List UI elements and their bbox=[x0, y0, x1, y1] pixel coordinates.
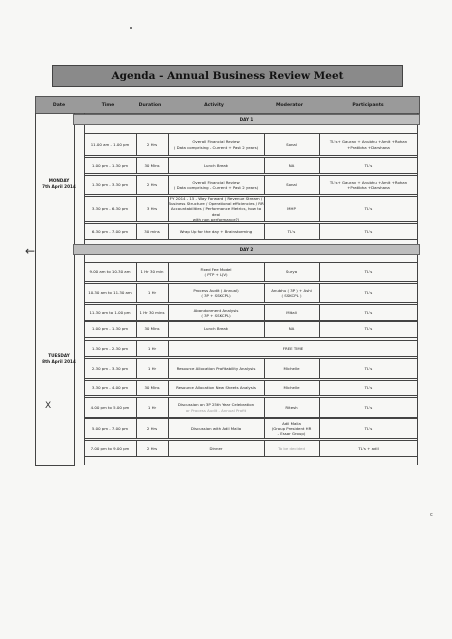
cell-activity bbox=[168, 134, 264, 155]
cell-activity bbox=[168, 158, 264, 173]
cell-time: 6.30 pm - 7.00 pm bbox=[91, 228, 129, 234]
column-divider bbox=[319, 321, 320, 337]
column-divider bbox=[136, 381, 137, 395]
activity-text: Fixed Fee Model ( PTP + LJV) bbox=[200, 266, 232, 277]
cell-duration: 30 mins bbox=[144, 228, 160, 234]
column-divider bbox=[264, 441, 265, 456]
cell-moderator: Michelle bbox=[283, 365, 300, 371]
table-row bbox=[84, 440, 418, 457]
column-divider bbox=[168, 263, 169, 281]
cell-participants: TL's bbox=[364, 290, 373, 296]
column-divider bbox=[136, 441, 137, 456]
column-divider bbox=[136, 305, 137, 321]
cell-activity bbox=[168, 284, 264, 302]
column-divider bbox=[168, 134, 169, 155]
activity-text: Discussion on 3P 25th Year Celebration bbox=[177, 402, 255, 408]
column-divider bbox=[168, 305, 169, 321]
column-divider bbox=[264, 134, 265, 155]
cell-activity bbox=[168, 305, 264, 321]
cell-moderator: MHP bbox=[287, 206, 296, 212]
cell-time: 11.00 am - 1.00 pm bbox=[90, 141, 130, 147]
cell-time: 1.00 pm - 1.30 pm bbox=[91, 162, 129, 168]
cell-moderator: NA bbox=[288, 162, 295, 168]
cell-time: 1.30 pm - 3.30 pm bbox=[91, 182, 129, 188]
cell-participants: TL's+ Gaurav + Anubhu +Amit +Rohan +Pratibha +Darshana bbox=[329, 139, 408, 150]
table-row bbox=[84, 283, 418, 303]
activity-text: Abandonment Analysis ( 3P + SSKCPL) bbox=[193, 307, 239, 318]
cell-moderator: Surya bbox=[285, 269, 298, 275]
cell-participants: TL's bbox=[364, 162, 373, 168]
cell-participants: TL's+ Gaurav + Anubhu +Amit +Rohan +Pratibha +Darshana bbox=[329, 179, 408, 190]
column-divider bbox=[168, 284, 169, 302]
column-divider bbox=[168, 441, 169, 456]
cell-duration: 3 Hrs bbox=[146, 206, 158, 212]
date-column bbox=[35, 113, 75, 466]
column-divider bbox=[319, 305, 320, 321]
column-divider bbox=[319, 359, 320, 378]
column-divider bbox=[168, 158, 169, 173]
day2-date: TUESDAY 8th April 2014 bbox=[42, 353, 76, 364]
column-divider bbox=[168, 197, 169, 221]
column-divider bbox=[319, 224, 320, 239]
column-divider bbox=[168, 224, 169, 239]
cell-activity bbox=[168, 398, 264, 417]
cell-time: 1.30 pm - 2.30 pm bbox=[91, 345, 129, 351]
column-divider bbox=[136, 398, 137, 417]
column-divider bbox=[136, 359, 137, 378]
cell-activity bbox=[168, 381, 264, 395]
column-divider bbox=[136, 419, 137, 438]
cell-duration: 30 Mins bbox=[144, 162, 160, 168]
header-moderator: Moderator bbox=[275, 102, 304, 108]
cell-participants: TL's bbox=[364, 269, 373, 275]
cell-participants: TL's + adil bbox=[358, 445, 379, 451]
table-header bbox=[35, 96, 420, 114]
column-divider bbox=[264, 176, 265, 194]
cell-duration: 1 Hr 30 mins bbox=[139, 310, 165, 316]
cell-time: 10.30 am to 11.30 am bbox=[88, 290, 132, 296]
column-divider bbox=[264, 263, 265, 281]
column-divider bbox=[136, 321, 137, 337]
cell-moderator: Sonal bbox=[286, 141, 297, 147]
column-divider bbox=[319, 381, 320, 395]
column-divider bbox=[264, 158, 265, 173]
column-divider bbox=[136, 158, 137, 173]
cell-moderator: TL's bbox=[287, 228, 296, 234]
cell-time: 9.00 am to 10.30 am bbox=[89, 269, 131, 275]
column-divider bbox=[136, 341, 137, 356]
column-divider bbox=[319, 134, 320, 155]
column-divider bbox=[136, 176, 137, 194]
table-row bbox=[84, 358, 418, 379]
column-divider bbox=[168, 381, 169, 395]
cell-duration: 1 Hr bbox=[147, 404, 157, 410]
table-row bbox=[84, 418, 418, 439]
column-divider bbox=[168, 176, 169, 194]
column-divider bbox=[319, 197, 320, 221]
column-divider bbox=[168, 419, 169, 438]
cell-activity bbox=[168, 197, 264, 221]
cell-moderator: Mitali bbox=[286, 310, 297, 316]
cell-participants: TL's bbox=[364, 404, 373, 410]
activity-text: FY 2014 - 15 - Way Forward ( Revenue Stream / Business Structure / Operational efficiencies / RR Accountabilities / Performance Metrics, how to deal with non performance?) bbox=[168, 195, 264, 222]
column-divider bbox=[136, 263, 137, 281]
activity-text: Lunch Break bbox=[203, 326, 229, 332]
cell-free-time: FREE TIME bbox=[282, 345, 304, 351]
cell-time: 2.30 pm - 3.30 pm bbox=[91, 365, 129, 371]
cell-time: 4.00 pm to 5.00 pm bbox=[90, 404, 130, 410]
scan-speck bbox=[130, 27, 132, 29]
cell-duration: 1 Hr bbox=[147, 365, 157, 371]
column-divider bbox=[264, 359, 265, 378]
cell-activity bbox=[168, 321, 264, 337]
column-divider bbox=[264, 197, 265, 221]
column-divider bbox=[319, 398, 320, 417]
stray-mark: c bbox=[430, 512, 433, 518]
day2-bar: DAY 2 bbox=[73, 244, 420, 255]
cell-moderator: NA bbox=[288, 326, 295, 332]
cell-moderator: Ritesh bbox=[285, 404, 298, 410]
cell-activity bbox=[168, 176, 264, 194]
cell-participants: TL's bbox=[364, 310, 373, 316]
cell-duration: 1 Hr 30 min bbox=[140, 269, 164, 275]
column-divider bbox=[136, 197, 137, 221]
table-row bbox=[84, 340, 418, 357]
column-divider bbox=[168, 398, 169, 417]
column-divider bbox=[319, 176, 320, 194]
table-row bbox=[84, 397, 418, 418]
cell-duration: 2 Hrs bbox=[146, 141, 158, 147]
header-activity: Activity bbox=[204, 102, 224, 108]
header-duration: Duration bbox=[138, 102, 162, 108]
cell-participants: TL's bbox=[364, 206, 373, 212]
handwritten-x-mark: X bbox=[45, 401, 52, 411]
cell-duration: 2 Hrs bbox=[146, 425, 158, 431]
column-divider bbox=[264, 305, 265, 321]
table-row bbox=[84, 262, 418, 282]
activity-text: Wrap Up for the day + Brainstorming bbox=[179, 228, 253, 234]
cell-participants: TL's bbox=[364, 326, 373, 332]
cell-participants: TL's bbox=[364, 228, 373, 234]
cell-moderator: Anubhu ( 3P ) + Ashi ( SSKCPL ) bbox=[271, 287, 312, 298]
column-divider bbox=[319, 263, 320, 281]
column-divider bbox=[168, 321, 169, 337]
column-divider bbox=[319, 284, 320, 302]
activity-text: Process Audit ( Annual) ( 3P + SSKCPL) bbox=[193, 287, 239, 298]
cell-activity bbox=[168, 263, 264, 281]
table-row bbox=[84, 223, 418, 240]
table-row bbox=[84, 380, 418, 396]
column-divider bbox=[136, 284, 137, 302]
cell-activity bbox=[168, 224, 264, 239]
cell-duration: 30 Mins bbox=[144, 385, 160, 391]
table-row bbox=[84, 157, 418, 174]
activity-note: or Process Audit - Annual Profit bbox=[185, 407, 247, 413]
header-date: Date bbox=[52, 102, 66, 108]
cell-time: 1.00 pm - 1.30 pm bbox=[91, 326, 129, 332]
cell-duration: 2 Hrs bbox=[146, 445, 158, 451]
cell-duration: 2 Hrs bbox=[146, 182, 158, 188]
activity-text: Lunch Break bbox=[203, 162, 229, 168]
column-divider bbox=[264, 398, 265, 417]
activity-text: Resource Allocation Profitability Analysis bbox=[176, 365, 256, 371]
cell-time: 11.30 am to 1.00 pm bbox=[89, 310, 131, 316]
cell-time: 7.00 pm to 9.00 pm bbox=[90, 445, 130, 451]
cell-activity bbox=[168, 359, 264, 378]
cell-activity bbox=[168, 419, 264, 438]
cell-participants: TL's bbox=[364, 425, 373, 431]
activity-text: Overall Financial Review ( Data comprising - Current + Past 2 years) bbox=[173, 179, 259, 190]
cell-activity bbox=[168, 441, 264, 456]
cell-moderator: Adil Malia (Group President HR - Essar Group) bbox=[271, 420, 312, 437]
column-divider bbox=[319, 158, 320, 173]
cell-participants: TL's bbox=[364, 365, 373, 371]
day1-bar: DAY 1 bbox=[73, 114, 420, 125]
column-divider bbox=[264, 419, 265, 438]
header-time: Time bbox=[101, 102, 115, 108]
cell-moderator: To be decided bbox=[278, 445, 305, 451]
column-divider bbox=[168, 359, 169, 378]
cell-duration: 1 Hr bbox=[147, 290, 157, 296]
column-divider bbox=[168, 341, 169, 356]
cell-time: 5.00 pm - 7.00 pm bbox=[91, 425, 129, 431]
activity-text: Resource Allocation New Sheets Analysis bbox=[176, 385, 256, 391]
cell-duration: 30 Mins bbox=[144, 326, 160, 332]
cell-participants: TL's bbox=[364, 385, 373, 391]
table-row bbox=[84, 196, 418, 222]
column-divider bbox=[264, 321, 265, 337]
day1-date: MONDAY 7th April 2014 bbox=[42, 178, 76, 189]
cell-time: 3.30 pm - 4.00 pm bbox=[91, 385, 129, 391]
activity-text: Overall Financial Review ( Data comprising - Current + Past 2 years) bbox=[173, 139, 259, 150]
cell-moderator: Michelle bbox=[283, 385, 300, 391]
page-title: Agenda - Annual Business Review Meet bbox=[52, 65, 403, 87]
cell-moderator: Sonal bbox=[286, 182, 297, 188]
header-participants: Participants bbox=[352, 102, 384, 108]
table-row bbox=[84, 175, 418, 195]
table-row bbox=[84, 133, 418, 156]
cell-time: 3.30 pm - 6.30 pm bbox=[91, 206, 129, 212]
column-divider bbox=[136, 224, 137, 239]
activity-text: Dinner bbox=[209, 445, 223, 451]
activity-text: Discussion with Adil Malia bbox=[190, 425, 242, 431]
column-divider bbox=[264, 381, 265, 395]
column-divider bbox=[319, 441, 320, 456]
arrow-mark: ← bbox=[25, 244, 36, 258]
column-divider bbox=[136, 134, 137, 155]
cell-duration: 1 Hr bbox=[147, 345, 157, 351]
table-row bbox=[84, 320, 418, 338]
column-divider bbox=[264, 224, 265, 239]
column-divider bbox=[264, 284, 265, 302]
column-divider bbox=[319, 419, 320, 438]
